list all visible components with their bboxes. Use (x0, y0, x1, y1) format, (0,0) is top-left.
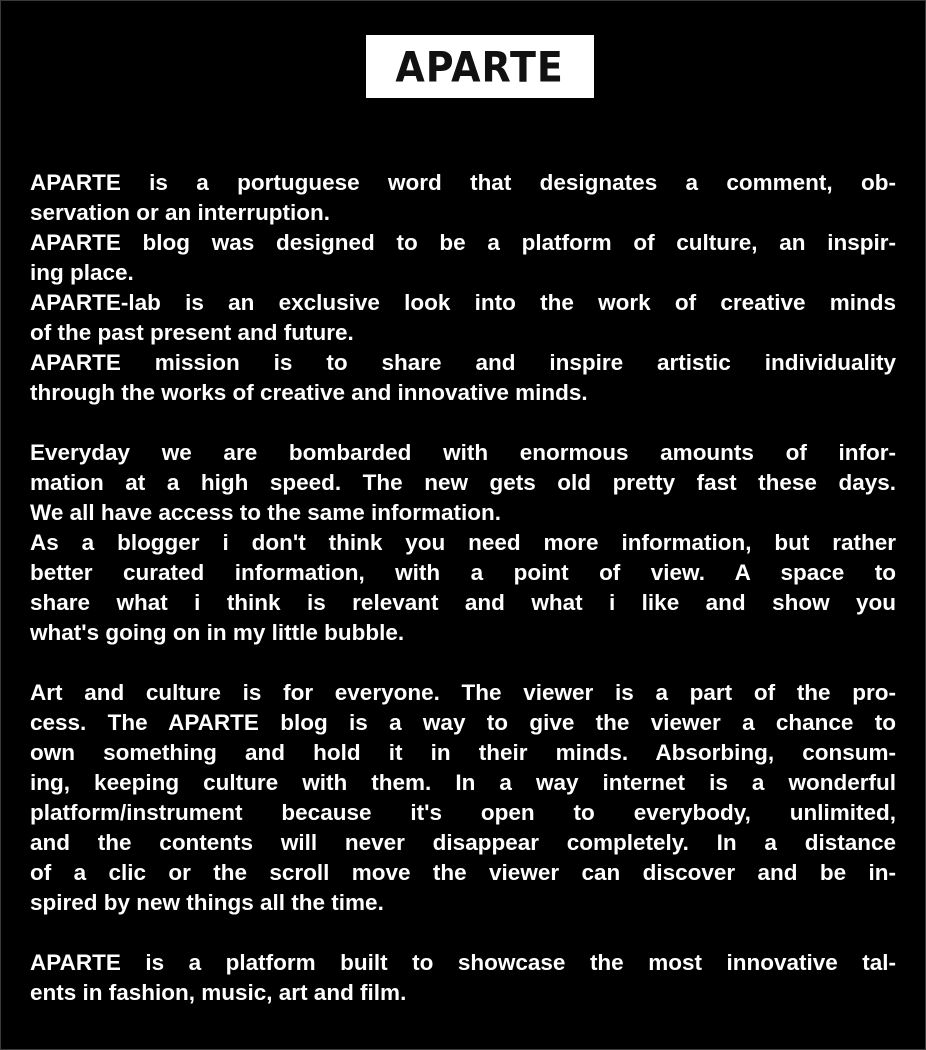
logo-text: APARTE (395, 43, 565, 92)
paragraph-platform (30, 948, 896, 1008)
text-line: and the contents will never disappear completely. In a distance (30, 830, 896, 855)
paragraph-gap (30, 648, 896, 678)
text-line: share what i think is relevant and what i like and show you (30, 590, 896, 615)
text-line: APARTE mission is to share and inspire artistic individuality (30, 350, 896, 375)
text-line: mation at a high speed. The new gets old pretty fast these days. (30, 470, 896, 495)
paragraph-art-culture (30, 678, 896, 918)
paragraph-intro (30, 168, 896, 408)
text-line: of a clic or the scroll move the viewer can discover and be in- (30, 860, 896, 885)
text-line: through the works of creative and innovative minds. (30, 380, 588, 405)
text-line: APARTE-lab is an exclusive look into the work of creative minds (30, 290, 896, 315)
paragraph-gap (30, 408, 896, 438)
text-line: APARTE is a portuguese word that designates a comment, ob- (30, 170, 896, 195)
text-line: own something and hold it in their minds. Absorbing, consum- (30, 740, 896, 765)
text-line: Art and culture is for everyone. The viewer is a part of the pro- (30, 680, 896, 705)
text-line: APARTE is a platform built to showcase the most innovative tal- (30, 950, 896, 975)
text-line: platform/instrument because it's open to everybody, unlimited, (30, 800, 896, 825)
text-line: of the past present and future. (30, 320, 354, 345)
paragraph-information (30, 438, 896, 648)
text-line: better curated information, with a point of view. A space to (30, 560, 896, 585)
text-line: As a blogger i don't think you need more information, but rather (30, 530, 896, 555)
logo (366, 35, 594, 98)
text-line: what's going on in my little bubble. (30, 620, 405, 645)
about-text (30, 168, 896, 1008)
text-line: ents in fashion, music, art and film. (30, 980, 407, 1005)
paragraph-gap (30, 918, 896, 948)
text-line: cess. The APARTE blog is a way to give the viewer a chance to (30, 710, 896, 735)
text-line: spired by new things all the time. (30, 890, 384, 915)
text-line: Everyday we are bombarded with enormous amounts of infor- (30, 440, 896, 465)
text-line: We all have access to the same information. (30, 500, 502, 525)
text-line: ing place. (30, 260, 134, 285)
text-line: ing, keeping culture with them. In a way internet is a wonderful (30, 770, 896, 795)
text-line: servation or an interruption. (30, 200, 331, 225)
text-line: APARTE blog was designed to be a platform of culture, an inspir- (30, 230, 896, 255)
